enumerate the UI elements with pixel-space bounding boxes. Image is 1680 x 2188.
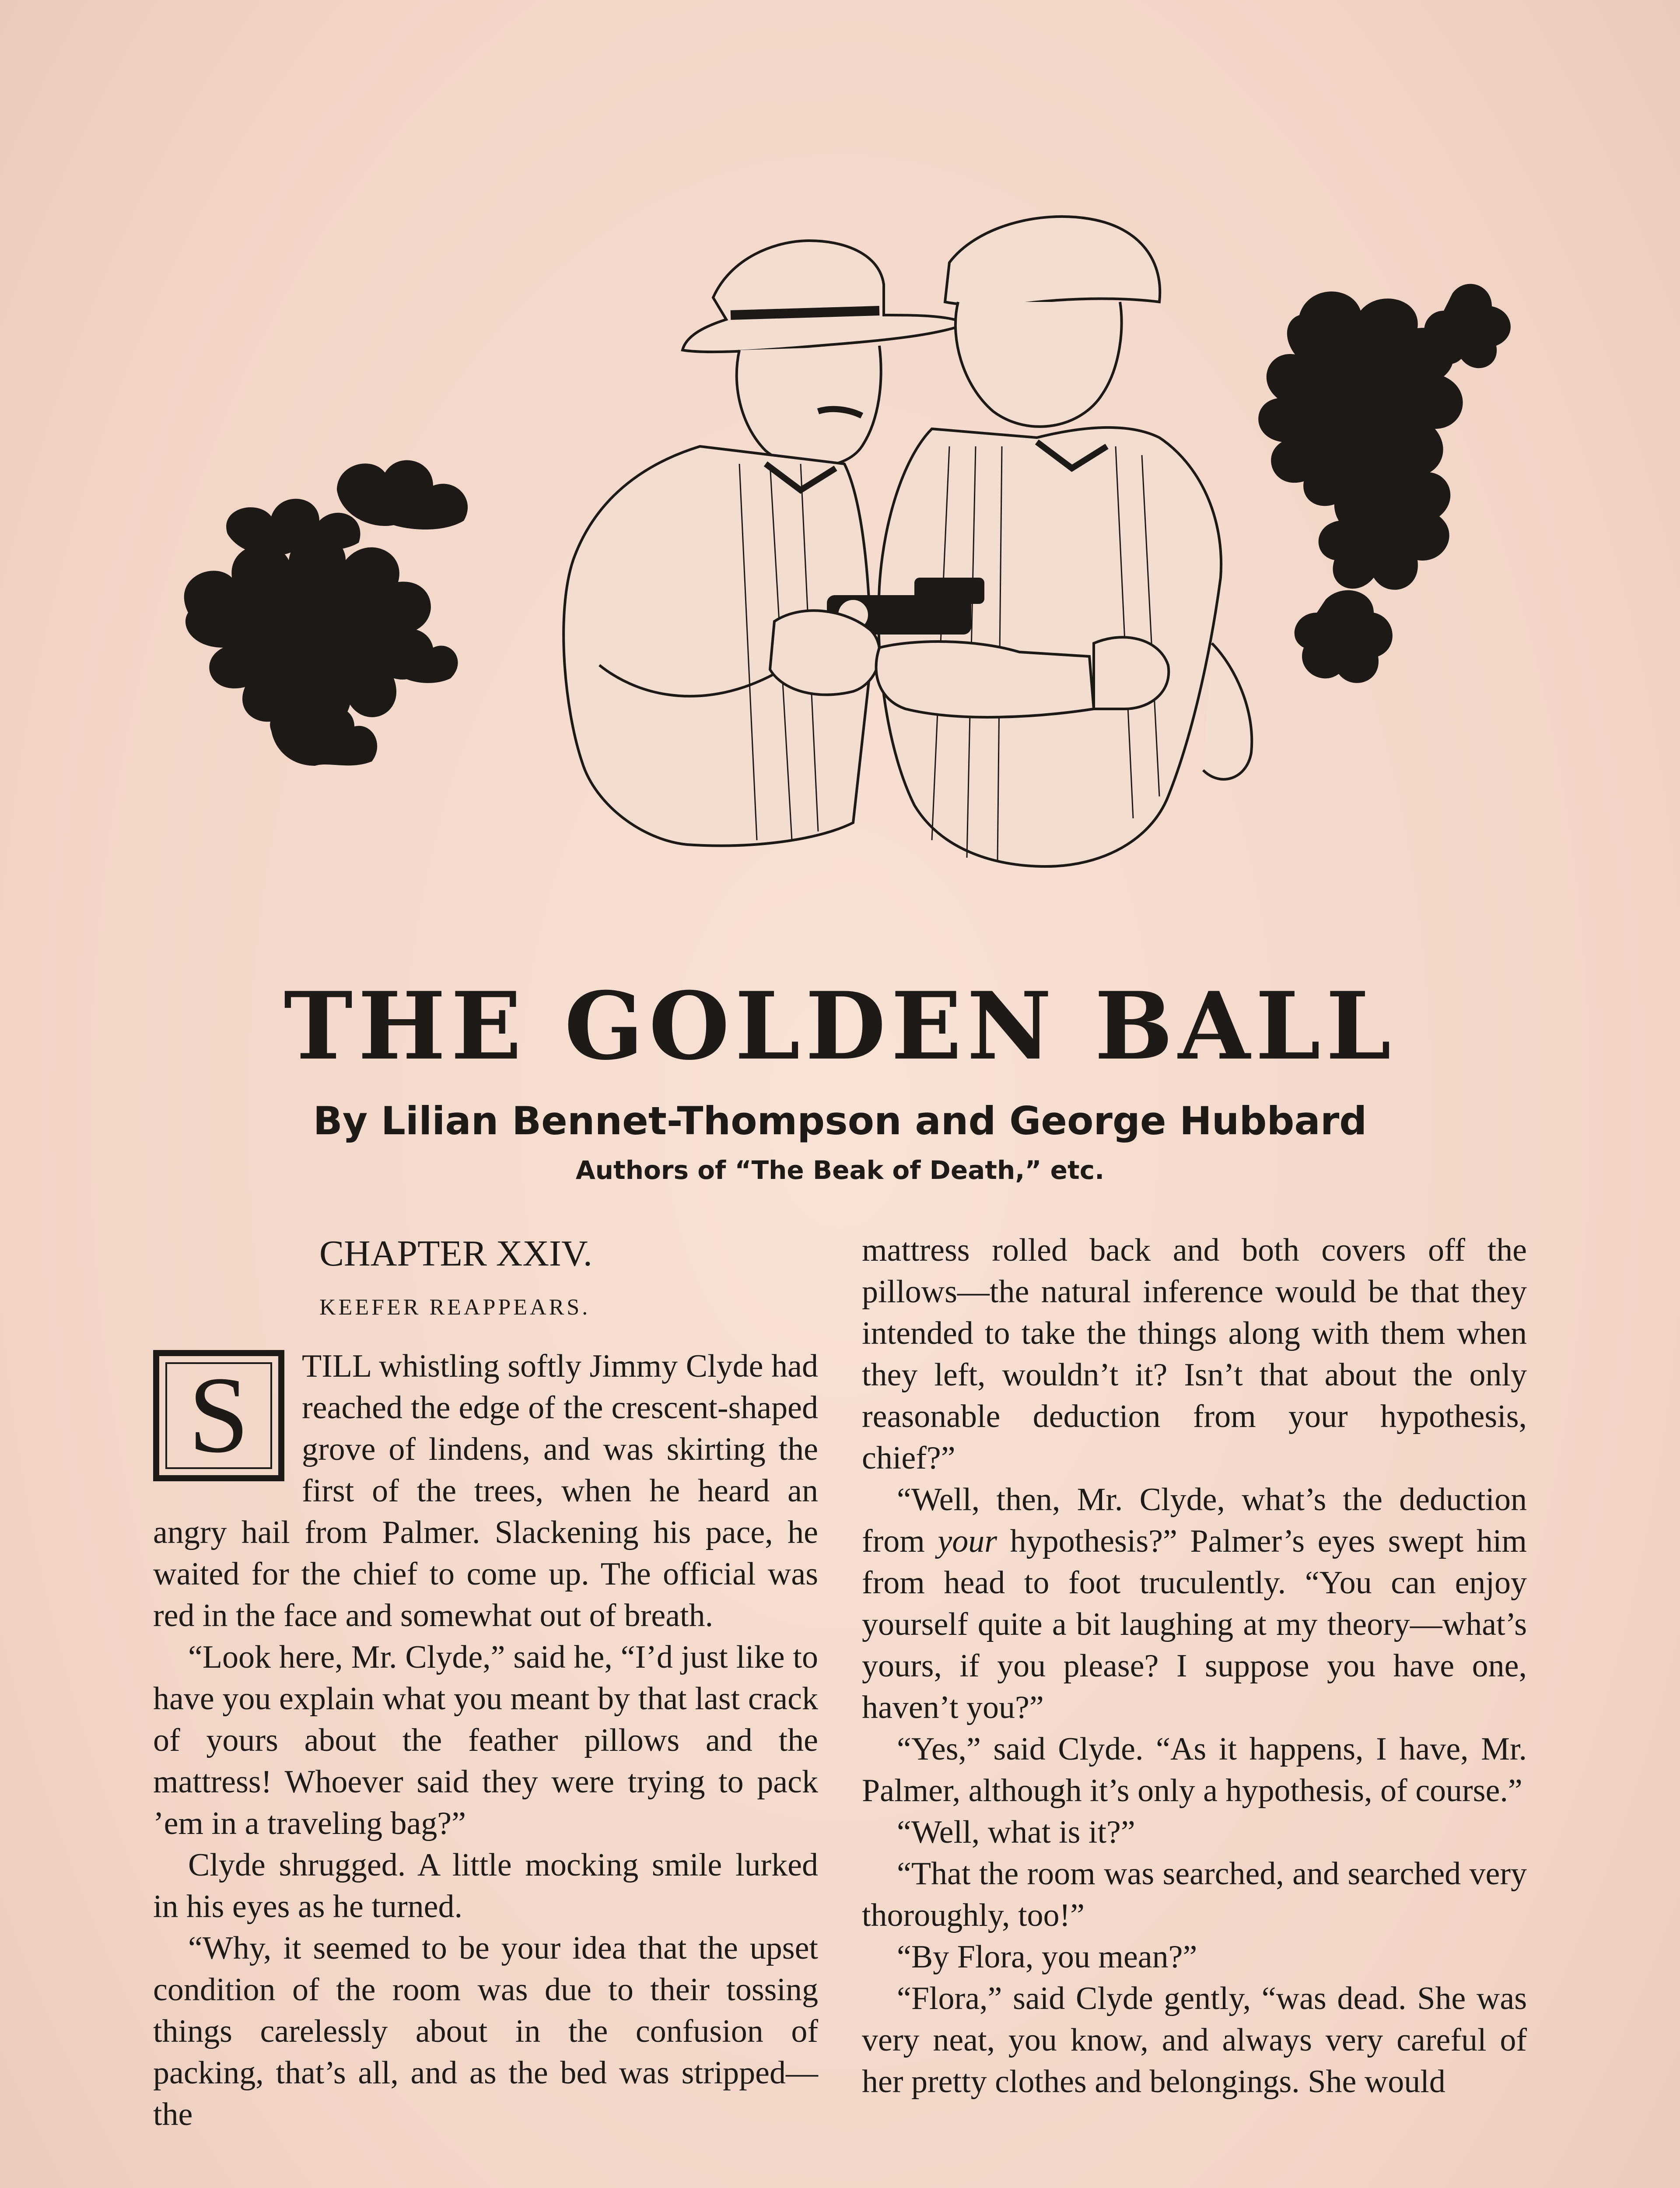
drop-cap-letter: S (188, 1354, 249, 1476)
paragraph: “Look here, Mr. Clyde,” said he, “I’d just like to have you explain what you meant by that last crack of yours about the feather pillows and the mattress! Whoever said they were trying to pack ’em in a traveling bag?” (153, 1639, 818, 1841)
chapter-title: KEEFER REAPPEARS. (319, 1295, 591, 1320)
paragraph (862, 1479, 1527, 1729)
paragraph-text: hypothesis?” Palmer’s eyes swept him from head to foot truculently. “You can enjoy yourself quite a bit laughing at my theory—what’s yours, if you please? I suppose you have one, haven’t you?” (862, 1523, 1527, 1725)
paragraph: “Yes,” said Clyde. “As it happens, I have, Mr. Palmer, although it’s only a hypothesis, of course.” (862, 1731, 1527, 1809)
drop-cap (153, 1350, 284, 1481)
story-title: THE GOLDEN BALL (284, 971, 1396, 1080)
paragraph: Clyde shrugged. A little mocking smile lurked in his eyes as he turned. (153, 1847, 818, 1925)
chapter-heading: CHAPTER XXIV. (319, 1233, 592, 1274)
authors-credit: Authors of “The Beak of Death,” etc. (575, 1155, 1105, 1185)
emphasis: your (938, 1523, 998, 1559)
paragraph (153, 1346, 818, 1637)
left-column (153, 1230, 818, 2135)
paragraph-text: TILL whistling softly Jimmy Clyde had reached the edge of the crescent-shaped grove of lindens, and was skirting the first of the trees, when he heard an angry hail from Palmer. Slackening his pace, he waited for the chief to come up. The official was red in the face and somewhat out of breath. (153, 1348, 818, 1634)
paragraph: mattress rolled back and both covers off the pillows—the natural inference would be that they intended to take the things along with them when they left, wouldn’t it? Isn’t that about the only reasonable deduction from your hypothesis, chief?” (862, 1232, 1527, 1476)
byline: By Lilian Bennet-Thompson and George Hubbard (313, 1098, 1367, 1143)
paragraph: “Well, what is it?” (897, 1814, 1135, 1850)
illustration-two-men-with-revolver (162, 184, 1536, 945)
story-illustration (162, 184, 1536, 945)
paragraph: “Why, it seemed to be your idea that the upset condition of the room was due to their tossing things carelessly about in the confusion of packing, that’s all, and as the bed was stripped—the (153, 1930, 818, 2132)
right-column (862, 1230, 1527, 2103)
paragraph-text: “Well, then, Mr. Clyde, what’s the deduction from (862, 1482, 1527, 1559)
paragraph: “That the room was searched, and searched very thoroughly, too!” (862, 1856, 1527, 1933)
paragraph: “Flora,” said Clyde gently, “was dead. She was very neat, you know, and always very careful of her pretty clothes and belongings. She would (862, 1981, 1527, 2100)
paragraph: “By Flora, you mean?” (897, 1939, 1197, 1975)
